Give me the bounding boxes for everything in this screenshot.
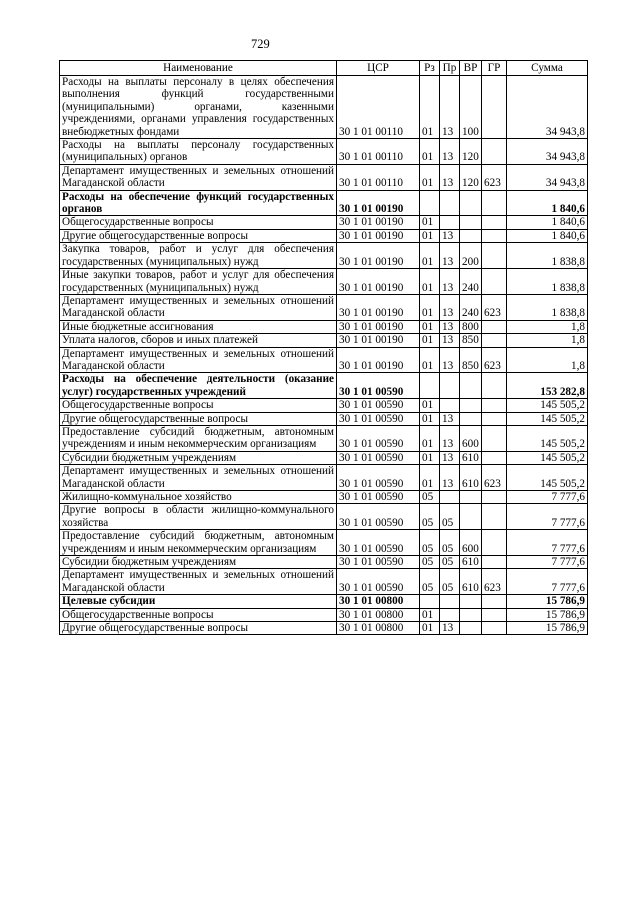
cell-sum: 34 943,8 [507,164,588,190]
cell-rz: 05 [420,530,440,556]
table-header-row [60,61,588,76]
cell-csr: 30 1 01 00190 [337,216,420,229]
header-gr: ГР [482,61,507,76]
cell-gr [482,412,507,425]
cell-pr: 13 [440,294,460,320]
cell-sum: 145 505,2 [507,399,588,412]
cell-rz: 01 [420,451,440,464]
table-row [60,164,588,190]
cell-csr: 30 1 01 00590 [337,425,420,451]
cell-gr: 623 [482,465,507,491]
cell-name: Расходы на обеспечение функций государственных органов [60,190,337,216]
cell-pr [440,190,460,216]
cell-rz: 01 [420,334,440,347]
cell-rz [420,595,440,608]
cell-name: Целевые субсидии [60,595,337,608]
cell-gr [482,504,507,530]
cell-pr: 05 [440,569,460,595]
cell-pr: 13 [440,139,460,165]
cell-rz: 05 [420,504,440,530]
cell-vr: 610 [460,465,482,491]
cell-name: Департамент имущественных и земельных отношений Магаданской области [60,465,337,491]
table-row [60,451,588,464]
cell-pr: 13 [440,243,460,269]
cell-rz: 05 [420,556,440,569]
cell-rz: 01 [420,294,440,320]
cell-csr: 30 1 01 00590 [337,504,420,530]
cell-gr: 623 [482,294,507,320]
cell-pr [440,216,460,229]
cell-rz: 01 [420,465,440,491]
cell-sum: 7 777,6 [507,569,588,595]
cell-sum: 15 786,9 [507,622,588,635]
table-row [60,334,588,347]
cell-name: Уплата налогов, сборов и иных платежей [60,334,337,347]
cell-pr: 13 [440,465,460,491]
table-row [60,399,588,412]
cell-rz: 01 [420,622,440,635]
cell-rz: 01 [420,139,440,165]
header-rz: Рз [420,61,440,76]
cell-sum: 1,8 [507,347,588,373]
cell-name: Другие общегосударственные вопросы [60,622,337,635]
cell-pr: 13 [440,412,460,425]
cell-csr: 30 1 01 00590 [337,399,420,412]
cell-gr [482,530,507,556]
cell-sum: 1 838,8 [507,243,588,269]
cell-pr: 05 [440,504,460,530]
cell-name: Предоставление субсидий бюджетным, автономным учреждениям и иным некоммерческим организациям [60,530,337,556]
header-vr: ВР [460,61,482,76]
header-name: Наименование [60,61,337,76]
cell-gr [482,139,507,165]
cell-sum: 145 505,2 [507,425,588,451]
cell-name: Жилищно-коммунальное хозяйство [60,491,337,504]
cell-sum: 1 838,8 [507,269,588,295]
header-sum: Сумма [507,61,588,76]
table-row [60,608,588,621]
cell-sum: 1 840,6 [507,229,588,242]
cell-vr [460,608,482,621]
table-row [60,229,588,242]
cell-name: Общегосударственные вопросы [60,608,337,621]
cell-sum: 153 282,8 [507,373,588,399]
cell-pr: 05 [440,530,460,556]
cell-vr [460,190,482,216]
cell-csr: 30 1 01 00190 [337,243,420,269]
table-row [60,556,588,569]
cell-pr: 13 [440,229,460,242]
cell-name: Общегосударственные вопросы [60,399,337,412]
cell-sum: 145 505,2 [507,451,588,464]
cell-sum: 7 777,6 [507,504,588,530]
cell-csr: 30 1 01 00800 [337,595,420,608]
cell-vr: 600 [460,530,482,556]
page-number: 729 [251,37,270,51]
cell-rz [420,373,440,399]
cell-rz: 01 [420,76,440,139]
cell-sum: 34 943,8 [507,76,588,139]
cell-gr [482,216,507,229]
cell-csr: 30 1 01 00590 [337,412,420,425]
cell-vr: 120 [460,139,482,165]
cell-name: Департамент имущественных и земельных отношений Магаданской области [60,569,337,595]
cell-gr [482,373,507,399]
table-row [60,320,588,333]
cell-gr [482,320,507,333]
cell-csr: 30 1 01 00190 [337,269,420,295]
cell-rz: 01 [420,320,440,333]
cell-pr [440,491,460,504]
cell-pr: 13 [440,334,460,347]
cell-csr: 30 1 01 00190 [337,229,420,242]
cell-csr: 30 1 01 00800 [337,608,420,621]
cell-csr: 30 1 01 00110 [337,139,420,165]
cell-gr [482,595,507,608]
cell-csr: 30 1 01 00190 [337,190,420,216]
table-row [60,425,588,451]
cell-vr [460,216,482,229]
table-row [60,347,588,373]
cell-sum: 145 505,2 [507,465,588,491]
cell-pr [440,373,460,399]
cell-vr [460,622,482,635]
cell-vr [460,399,482,412]
cell-rz: 01 [420,608,440,621]
cell-sum: 1 838,8 [507,294,588,320]
cell-csr: 30 1 01 00590 [337,491,420,504]
cell-gr: 623 [482,569,507,595]
cell-name: Субсидии бюджетным учреждениям [60,451,337,464]
cell-csr: 30 1 01 00590 [337,465,420,491]
cell-name: Иные закупки товаров, работ и услуг для обеспечения государственных (муниципальных) нужд [60,269,337,295]
cell-gr [482,334,507,347]
cell-vr: 240 [460,269,482,295]
cell-csr: 30 1 01 00190 [337,347,420,373]
cell-pr [440,399,460,412]
cell-vr: 610 [460,556,482,569]
cell-name: Закупка товаров, работ и услуг для обеспечения государственных (муниципальных) нужд [60,243,337,269]
cell-name: Другие вопросы в области жилищно-коммунального хозяйства [60,504,337,530]
cell-rz: 01 [420,243,440,269]
cell-name: Субсидии бюджетным учреждениям [60,556,337,569]
table-row [60,491,588,504]
cell-gr [482,229,507,242]
cell-vr: 100 [460,76,482,139]
cell-pr [440,608,460,621]
cell-csr: 30 1 01 00590 [337,373,420,399]
cell-pr: 13 [440,451,460,464]
cell-pr: 13 [440,622,460,635]
cell-sum: 7 777,6 [507,530,588,556]
cell-sum: 15 786,9 [507,608,588,621]
cell-rz: 01 [420,216,440,229]
cell-sum: 7 777,6 [507,556,588,569]
cell-gr [482,608,507,621]
cell-csr: 30 1 01 00590 [337,530,420,556]
cell-pr: 05 [440,556,460,569]
cell-csr: 30 1 01 00190 [337,294,420,320]
cell-name: Департамент имущественных и земельных отношений Магаданской области [60,347,337,373]
cell-pr: 13 [440,425,460,451]
cell-name: Расходы на выплаты персоналу в целях обеспечения выполнения функций государственными (муниципальными) органами, казенными учреждениями, органами управления государственных внебюджетных фондами [60,76,337,139]
cell-csr: 30 1 01 00110 [337,76,420,139]
cell-vr: 240 [460,294,482,320]
cell-gr: 623 [482,347,507,373]
budget-table [59,60,588,635]
cell-vr: 850 [460,334,482,347]
cell-pr: 13 [440,164,460,190]
table-row [60,622,588,635]
cell-rz [420,190,440,216]
cell-sum: 15 786,9 [507,595,588,608]
cell-pr [440,595,460,608]
cell-vr [460,412,482,425]
table-row [60,412,588,425]
cell-name: Расходы на выплаты персоналу государственных (муниципальных) органов [60,139,337,165]
cell-csr: 30 1 01 00590 [337,556,420,569]
cell-sum: 145 505,2 [507,412,588,425]
cell-csr: 30 1 01 00190 [337,320,420,333]
cell-name: Другие общегосударственные вопросы [60,229,337,242]
cell-sum: 1,8 [507,334,588,347]
cell-gr [482,190,507,216]
cell-vr: 610 [460,569,482,595]
table-row [60,294,588,320]
cell-name: Предоставление субсидий бюджетным, автономным учреждениям и иным некоммерческим организациям [60,425,337,451]
cell-csr: 30 1 01 00590 [337,451,420,464]
table-row [60,216,588,229]
cell-rz: 01 [420,412,440,425]
cell-csr: 30 1 01 00110 [337,164,420,190]
cell-gr [482,451,507,464]
table-row [60,465,588,491]
cell-rz: 01 [420,425,440,451]
cell-name: Иные бюджетные ассигнования [60,320,337,333]
cell-name: Департамент имущественных и земельных отношений Магаданской области [60,164,337,190]
table-row [60,373,588,399]
cell-name: Общегосударственные вопросы [60,216,337,229]
cell-vr: 200 [460,243,482,269]
table-row [60,139,588,165]
cell-csr: 30 1 01 00190 [337,334,420,347]
cell-rz: 01 [420,269,440,295]
cell-rz: 01 [420,229,440,242]
table-row [60,569,588,595]
cell-vr [460,595,482,608]
cell-vr: 610 [460,451,482,464]
cell-gr [482,76,507,139]
table-row [60,190,588,216]
cell-sum: 34 943,8 [507,139,588,165]
cell-name: Другие общегосударственные вопросы [60,412,337,425]
cell-rz: 05 [420,569,440,595]
cell-gr [482,399,507,412]
cell-sum: 7 777,6 [507,491,588,504]
cell-gr: 623 [482,164,507,190]
cell-pr: 13 [440,347,460,373]
table-row [60,530,588,556]
cell-gr [482,243,507,269]
header-csr: ЦСР [337,61,420,76]
cell-sum: 1,8 [507,320,588,333]
cell-vr [460,373,482,399]
cell-vr: 800 [460,320,482,333]
cell-csr: 30 1 01 00800 [337,622,420,635]
cell-vr: 120 [460,164,482,190]
cell-csr: 30 1 01 00590 [337,569,420,595]
cell-rz: 01 [420,164,440,190]
cell-vr: 850 [460,347,482,373]
cell-vr [460,229,482,242]
cell-vr [460,491,482,504]
cell-rz: 01 [420,399,440,412]
table-row [60,243,588,269]
cell-gr [482,425,507,451]
cell-sum: 1 840,6 [507,216,588,229]
header-pr: Пр [440,61,460,76]
table-row [60,269,588,295]
cell-gr [482,269,507,295]
cell-vr: 600 [460,425,482,451]
cell-pr: 13 [440,320,460,333]
cell-pr: 13 [440,76,460,139]
table-row [60,76,588,139]
cell-gr [482,491,507,504]
table-row [60,504,588,530]
cell-vr [460,504,482,530]
cell-rz: 01 [420,347,440,373]
cell-name: Департамент имущественных и земельных отношений Магаданской области [60,294,337,320]
cell-pr: 13 [440,269,460,295]
cell-sum: 1 840,6 [507,190,588,216]
cell-gr [482,556,507,569]
table-row [60,595,588,608]
cell-name: Расходы на обеспечение деятельности (оказание услуг) государственных учреждений [60,373,337,399]
cell-gr [482,622,507,635]
cell-rz: 05 [420,491,440,504]
